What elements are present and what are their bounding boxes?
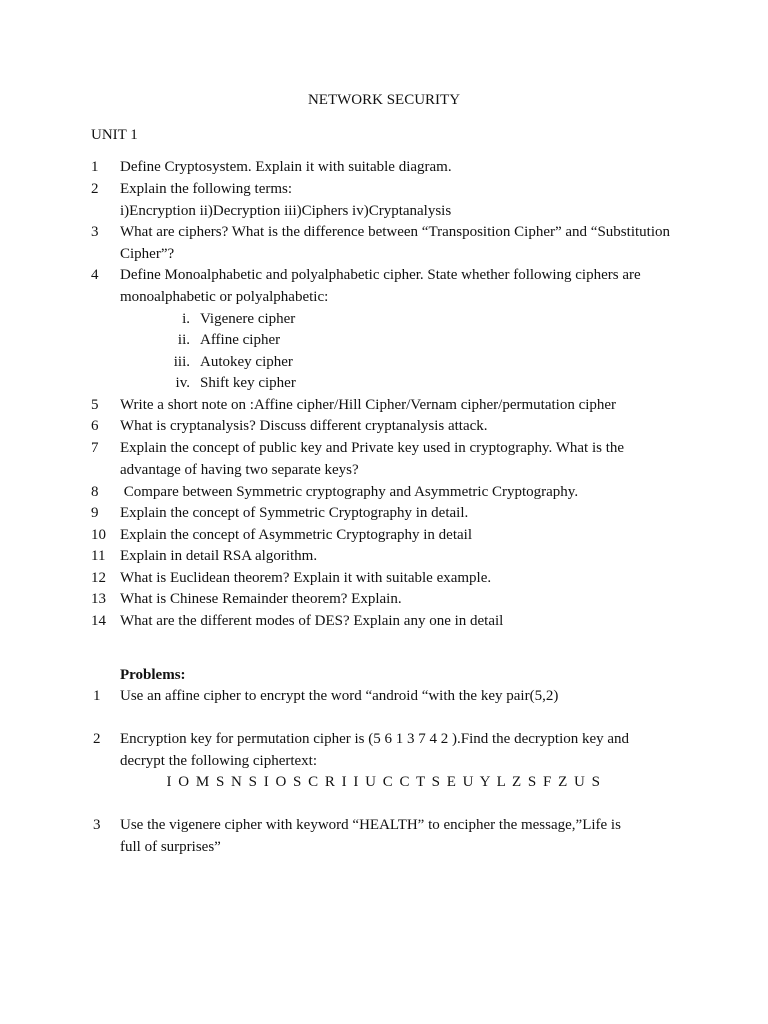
question-text: What is Euclidean theorem? Explain it with suitable example. — [120, 570, 492, 586]
question-number: 13 — [91, 591, 106, 607]
question-number: 9 — [91, 505, 99, 521]
question-item — [91, 568, 731, 590]
roman-numeral: iv. — [175, 375, 190, 391]
question-item — [91, 503, 731, 525]
question-item — [91, 589, 731, 611]
problem-item — [91, 815, 731, 858]
question-text: Cipher”? — [120, 245, 175, 262]
problem-number: 1 — [93, 688, 101, 704]
problem-text: decrypt the following ciphertext: — [120, 752, 318, 769]
question-number: 8 — [91, 484, 99, 500]
question-text: Explain the concept of Symmetric Cryptography in detail. — [120, 505, 469, 521]
cipher-name: Affine cipher — [200, 332, 281, 348]
question-text: Explain in detail RSA algorithm. — [120, 548, 318, 564]
question-item — [91, 222, 731, 265]
roman-numeral: iii. — [173, 354, 190, 370]
question-number: 1 — [91, 159, 99, 175]
question-text: i)Encryption ii)Decryption iii)Ciphers iv)Cryptanalysis — [120, 202, 452, 219]
question-text: What are the different modes of DES? Explain any one in detail — [120, 613, 504, 629]
question-text: What are ciphers? What is the difference between “Transposition Cipher” and “Substitution — [120, 224, 670, 240]
question-number: 3 — [91, 224, 99, 240]
cipher-name: Autokey cipher — [200, 354, 293, 370]
problem-text: Encryption key for permutation cipher is (5 6 1 3 7 4 2 ).Find the decryption key and — [120, 731, 630, 747]
question-number: 2 — [91, 181, 99, 197]
problems-heading: Problems: — [120, 667, 186, 683]
question-item — [91, 438, 731, 481]
cipher-list-item — [148, 309, 348, 331]
question-number: 10 — [91, 527, 106, 543]
ciphertext: I O M S N S I O S C R I I U C C T S E U Y L Z S F Z U S — [166, 774, 602, 790]
problem-item — [91, 686, 731, 708]
question-item — [91, 416, 731, 438]
question-text: Explain the concept of Asymmetric Cryptography in detail — [120, 527, 472, 543]
question-item — [91, 157, 731, 179]
question-text: Compare between Symmetric cryptography and Asymmetric Cryptography. — [120, 484, 579, 500]
question-number: 6 — [91, 418, 99, 434]
question-text: What is Chinese Remainder theorem? Explain. — [120, 591, 402, 607]
problem-text: Use an affine cipher to encrypt the word “android “with the key pair(5,2) — [120, 688, 559, 704]
problem-item — [91, 729, 731, 772]
question-text: What is cryptanalysis? Discuss different cryptanalysis attack. — [120, 418, 488, 434]
problem-text: Use the vigenere cipher with keyword “HEALTH” to encipher the message,”Life is — [120, 817, 621, 833]
question-item — [91, 611, 731, 633]
question-number: 11 — [91, 548, 106, 564]
question-text: Write a short note on :Affine cipher/Hill Cipher/Vernam cipher/permutation cipher — [120, 397, 617, 413]
question-text: Define Monoalphabetic and polyalphabetic cipher. State whether following ciphers are — [120, 267, 641, 283]
question-item — [91, 482, 731, 504]
problem-number: 2 — [93, 731, 101, 747]
question-text: advantage of having two separate keys? — [120, 461, 359, 478]
problem-text: full of surprises” — [120, 838, 221, 855]
question-text: Define Cryptosystem. Explain it with suitable diagram. — [120, 159, 452, 175]
question-item — [91, 179, 731, 222]
question-text: monoalphabetic or polyalphabetic: — [120, 288, 329, 305]
question-number: 14 — [91, 613, 106, 629]
problem-number: 3 — [93, 817, 101, 833]
question-text: Explain the following terms: — [120, 181, 293, 197]
unit-heading: UNIT 1 — [91, 127, 138, 143]
question-number: 12 — [91, 570, 106, 586]
question-number: 7 — [91, 440, 99, 456]
question-number: 4 — [91, 267, 99, 283]
question-number: 5 — [91, 397, 99, 413]
roman-numeral: i. — [182, 311, 190, 327]
cipher-list-item — [148, 330, 348, 352]
question-item — [91, 525, 731, 547]
cipher-list-item — [148, 352, 348, 374]
cipher-name: Vigenere cipher — [200, 311, 296, 327]
question-item — [91, 265, 731, 308]
question-text: Explain the concept of public key and Private key used in cryptography. What is the — [120, 440, 625, 456]
question-item — [91, 395, 731, 417]
cipher-list-item — [148, 373, 348, 395]
question-item — [91, 546, 731, 568]
roman-numeral: ii. — [177, 332, 190, 348]
document-title: NETWORK SECURITY — [307, 92, 461, 108]
cipher-name: Shift key cipher — [200, 375, 296, 391]
